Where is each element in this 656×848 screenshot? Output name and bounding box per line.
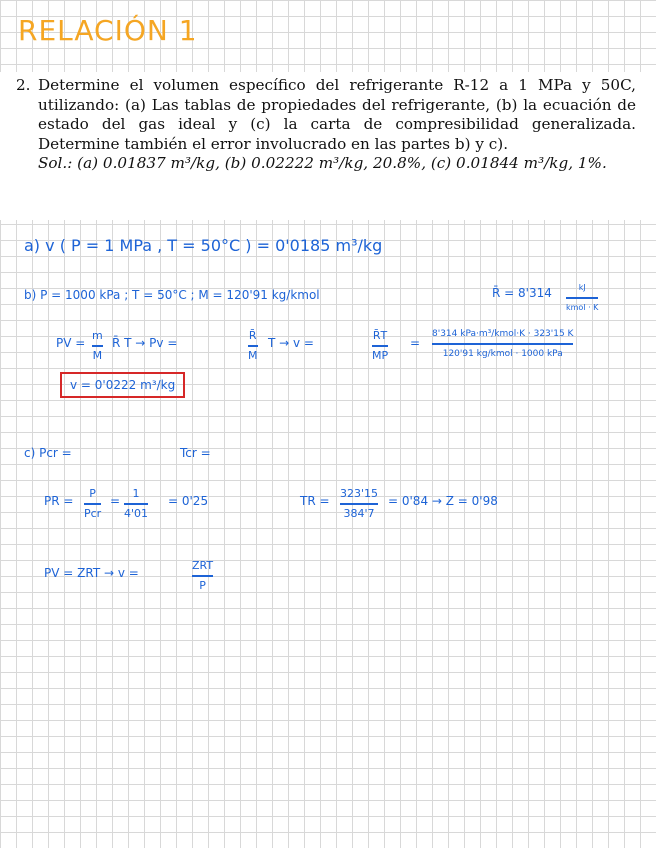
ideal-gas-pv: PV = xyxy=(56,336,86,350)
frac-p: P xyxy=(89,487,96,500)
gas-constant-units xyxy=(566,280,598,316)
gas-constant-label: R̄ = 8'314 xyxy=(492,286,552,300)
reduced-pressure-value: = 0'25 xyxy=(168,494,209,508)
tr-numeric-fraction xyxy=(340,486,378,522)
gas-constant xyxy=(492,286,552,300)
problem-statement xyxy=(0,72,656,220)
frac-M: M xyxy=(92,348,103,362)
problem-text: Determine el volumen específico del refrigerante R-12 a 1 MPa y 50C, utilizando: (a) Las tablas de propiedades del refrigerante, (b) la ecuación de estado del gas ideal y (c) la carta de compresibilidad generalizada. Determine también el error involucrado en las partes b) y c). xyxy=(38,76,636,153)
gas-constant-units-num: kJ xyxy=(578,283,586,292)
substitution-den: 120'91 kg/kmol · 1000 kPa xyxy=(442,348,563,359)
frac-401: 4'01 xyxy=(124,506,149,520)
answer-a: a) v ( P = 1 MPa , T = 50°C ) = 0'0185 m³/kg xyxy=(24,236,383,255)
problem-number: 2. xyxy=(16,76,31,94)
frac-m: m xyxy=(92,329,103,342)
critical-temperature: Tcr = xyxy=(180,446,211,460)
frac-mp: MP xyxy=(372,348,389,362)
frac-32315: 323'15 xyxy=(340,487,379,500)
frac-3847: 384'7 xyxy=(343,506,375,520)
pr-numeric-fraction xyxy=(124,486,148,522)
frac-rt: R̄T xyxy=(372,329,388,342)
frac-zrt: ZRT xyxy=(192,559,214,572)
answer-b-givens: b) P = 1000 kPa ; T = 50°C ; M = 120'91 kg/kmol xyxy=(24,288,320,302)
reduced-temperature-value: = 0'84 → Z = 0'98 xyxy=(388,494,498,508)
critical-pressure: c) Pcr = xyxy=(24,446,72,460)
problem-body xyxy=(38,76,636,174)
compressibility-equation: PV = ZRT → v = xyxy=(44,566,139,580)
r-over-m-fraction xyxy=(248,328,258,364)
problem-solution: Sol.: (a) 0.01837 m³/kg, (b) 0.02222 m³/kg, 20.8%, (c) 0.01844 m³/kg, 1%. xyxy=(38,154,607,173)
ideal-gas-step: R̄ T → Pv = xyxy=(112,336,178,350)
frac-p-den: P xyxy=(199,578,206,592)
mass-over-molar-fraction xyxy=(92,328,103,364)
numeric-substitution xyxy=(432,326,573,362)
equals-sign-2: = xyxy=(110,494,121,508)
result-box-b: v = 0'0222 m³/kg xyxy=(60,372,185,398)
page-title: RELACIÓN 1 xyxy=(18,14,198,47)
reduced-pressure-label: PR = xyxy=(44,494,74,508)
zrt-over-p-fraction xyxy=(192,558,213,594)
ideal-gas-step2: T → v = xyxy=(268,336,314,350)
equals-sign: = xyxy=(410,336,421,350)
substitution-num: 8'314 kPa·m³/kmol·K · 323'15 K xyxy=(432,329,574,339)
frac-pcr: Pcr xyxy=(84,506,102,520)
gas-constant-units-den: kmol · K xyxy=(566,302,599,312)
reduced-temperature-label: TR = xyxy=(300,494,330,508)
frac-M2: M xyxy=(248,348,258,362)
frac-rbar: R̄ xyxy=(248,329,257,342)
rt-over-mp-fraction xyxy=(372,328,388,364)
p-over-pcr-fraction xyxy=(84,486,101,522)
frac-1: 1 xyxy=(132,487,140,500)
